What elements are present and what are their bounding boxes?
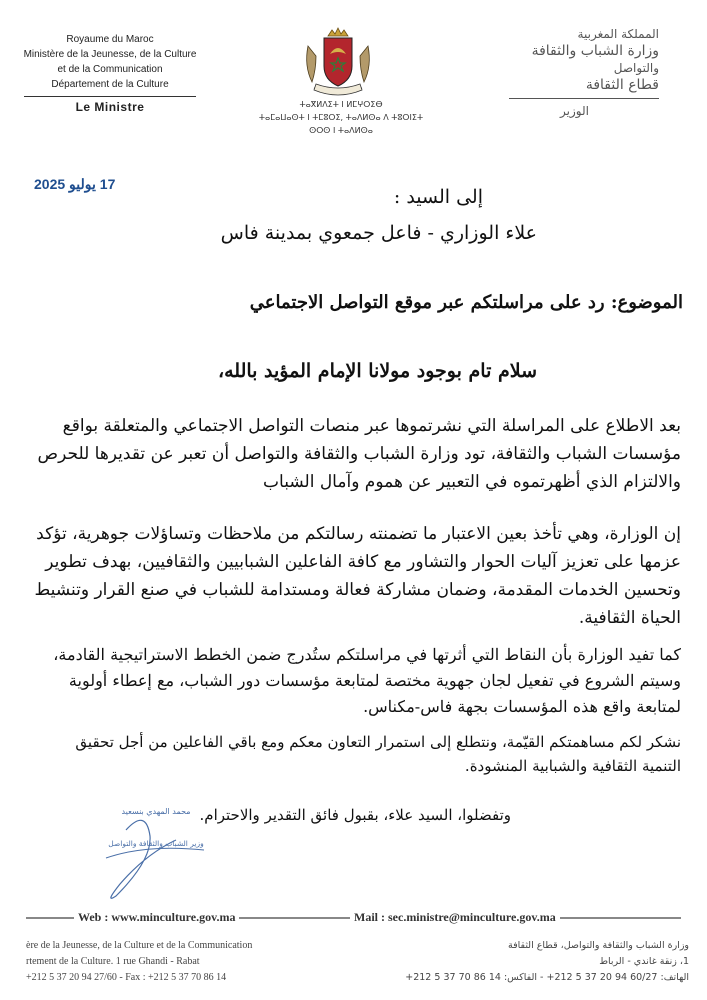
header-fr-line4: Département de la Culture — [51, 79, 169, 90]
footer-email: Mail : sec.ministre@minculture.gov.ma — [350, 910, 560, 925]
signature — [86, 800, 226, 904]
footer-website: Web : www.minculture.gov.ma — [74, 910, 239, 925]
header-tifinagh-line2: ⵜⴰⵎⴰⵡⴰⵙⵜ ⵏ ⵜⵎⵓⵔⵉ, ⵜⴰⴷⵍⵙⴰ ⴷ ⵜⵓⵔⵏⵉⵜ — [258, 113, 424, 122]
footer-fr-line2: rtement de la Culture. 1 rue Ghandi - Rabat — [26, 956, 200, 967]
header-arabic — [459, 26, 659, 120]
footer-fr-line3: +212 5 37 20 94 27/60 - Fax : +212 5 37 70 86 14 — [26, 972, 227, 983]
header-tifinagh-line3: ⵙⵔⵙ ⵏ ⵜⴰⴷⵍⵙⴰ — [309, 126, 373, 135]
header-fr-minister: Le Ministre — [75, 100, 145, 114]
addressee-label: إلى السيد : — [393, 186, 483, 208]
header-fr-line3: et de la Communication — [57, 64, 163, 75]
footer-ar-line3: الهاتف: 60/27 94 20 37 5 212+ - الفاكس: 14 86 70 37 5 212+ — [405, 972, 689, 983]
header-fr-line2: Ministère de la Jeunesse, de la Culture — [23, 49, 197, 60]
letter-closing: وتفضلوا، السيد علاء، بقبول فائق التقدير والاحترام. — [199, 806, 511, 824]
letter-paragraph-3: كما تفيد الوزارة بأن النقاط التي أثرتها في مراسلتكم ستُدرج ضمن الخطط الاستراتيجية القادمة، وسيتم الشروع في تفعيل لجان جهوية مختصة لمتابعة مؤسسات دور الشباب، مع إعطاء أولوية لمتابعة واقع هذه المؤسسات بجهة فاس-مكناس. — [53, 645, 681, 716]
letter-subject: الموضوع: رد على مراسلتكم عبر موقع التواصل الاجتماعي — [249, 292, 683, 313]
footer-address-arabic — [389, 938, 689, 986]
letter-paragraph-1: بعد الاطلاع على المراسلة التي نشرتموها عبر منصات التواصل الاجتماعي والمتعلقة بواقع مؤسسات الشباب والثقافة، تود وزارة الشباب والثقافة والتواصل أن تعبر عن تقديرها للحرص والالتزام الذي أظهرتموه في التعبير عن هموم وآمال الشباب — [37, 416, 681, 492]
header-fr-divider — [24, 96, 196, 97]
footer-fr-line1: ère de la Jeunesse, de la Culture et de la Communication — [26, 940, 253, 951]
header-ar-divider — [509, 98, 659, 99]
footer-address-french — [26, 938, 326, 986]
letter-date: 17 يوليو 2025 — [34, 176, 116, 192]
header-ar-line3: والتواصل — [613, 61, 659, 75]
addressee-name: علاء الوزاري - فاعل جمعوي بمدينة فاس — [220, 222, 537, 244]
signature-title: وزير الشباب والثقافة والتواصل — [108, 839, 204, 848]
footer-ar-line2: 1، زنقة غاندي - الرباط — [599, 956, 689, 967]
header-tifinagh — [236, 98, 446, 137]
letter-paragraph-2: إن الوزارة، وهي تأخذ بعين الاعتبار ما تضمنته رسالتكم من ملاحظات وتساؤلات جوهرية، تؤكد عزمها على تعزيز آليات الحوار والتشاور مع كافة الفاعلين الشبابيين والثقافيين، بهدف تطوير وتحسين الخدمات المقدمة، وضمان مشاركة فعالة ومستدامة للشباب في صنع القرار وتنشيط الحياة الثقافية. — [34, 524, 681, 628]
header-ar-minister: الوزير — [560, 104, 589, 118]
letter-greeting: سلام تام بوجود مولانا الإمام المؤيد بالله، — [217, 360, 537, 382]
header-french — [10, 32, 210, 115]
header-tifinagh-line1: ⵜⴰⴳⵍⴷⵉⵜ ⵏ ⵍⵎⵖⵔⵉⴱ — [299, 100, 383, 109]
header-ar-line4: قطاع الثقافة — [585, 77, 659, 93]
footer-ar-line1: وزارة الشباب والثقافة والتواصل، قطاع الثقافة — [507, 940, 689, 951]
signature-name: محمد المهدي بنسعيد — [121, 807, 191, 816]
header-ar-line2: وزارة الشباب والثقافة — [531, 43, 659, 59]
letter-paragraph-4: نشكر لكم مساهمتكم القيّمة، ونتطلع إلى استمرار التعاون معكم ومع باقي الفاعلين من أجل تحقيق التنمية الثقافية والشبابية المنشودة. — [75, 733, 681, 775]
coat-of-arms-icon — [302, 26, 374, 100]
header-ar-line1: المملكة المغربية — [577, 27, 659, 41]
header-fr-line1: Royaume du Maroc — [66, 34, 154, 45]
